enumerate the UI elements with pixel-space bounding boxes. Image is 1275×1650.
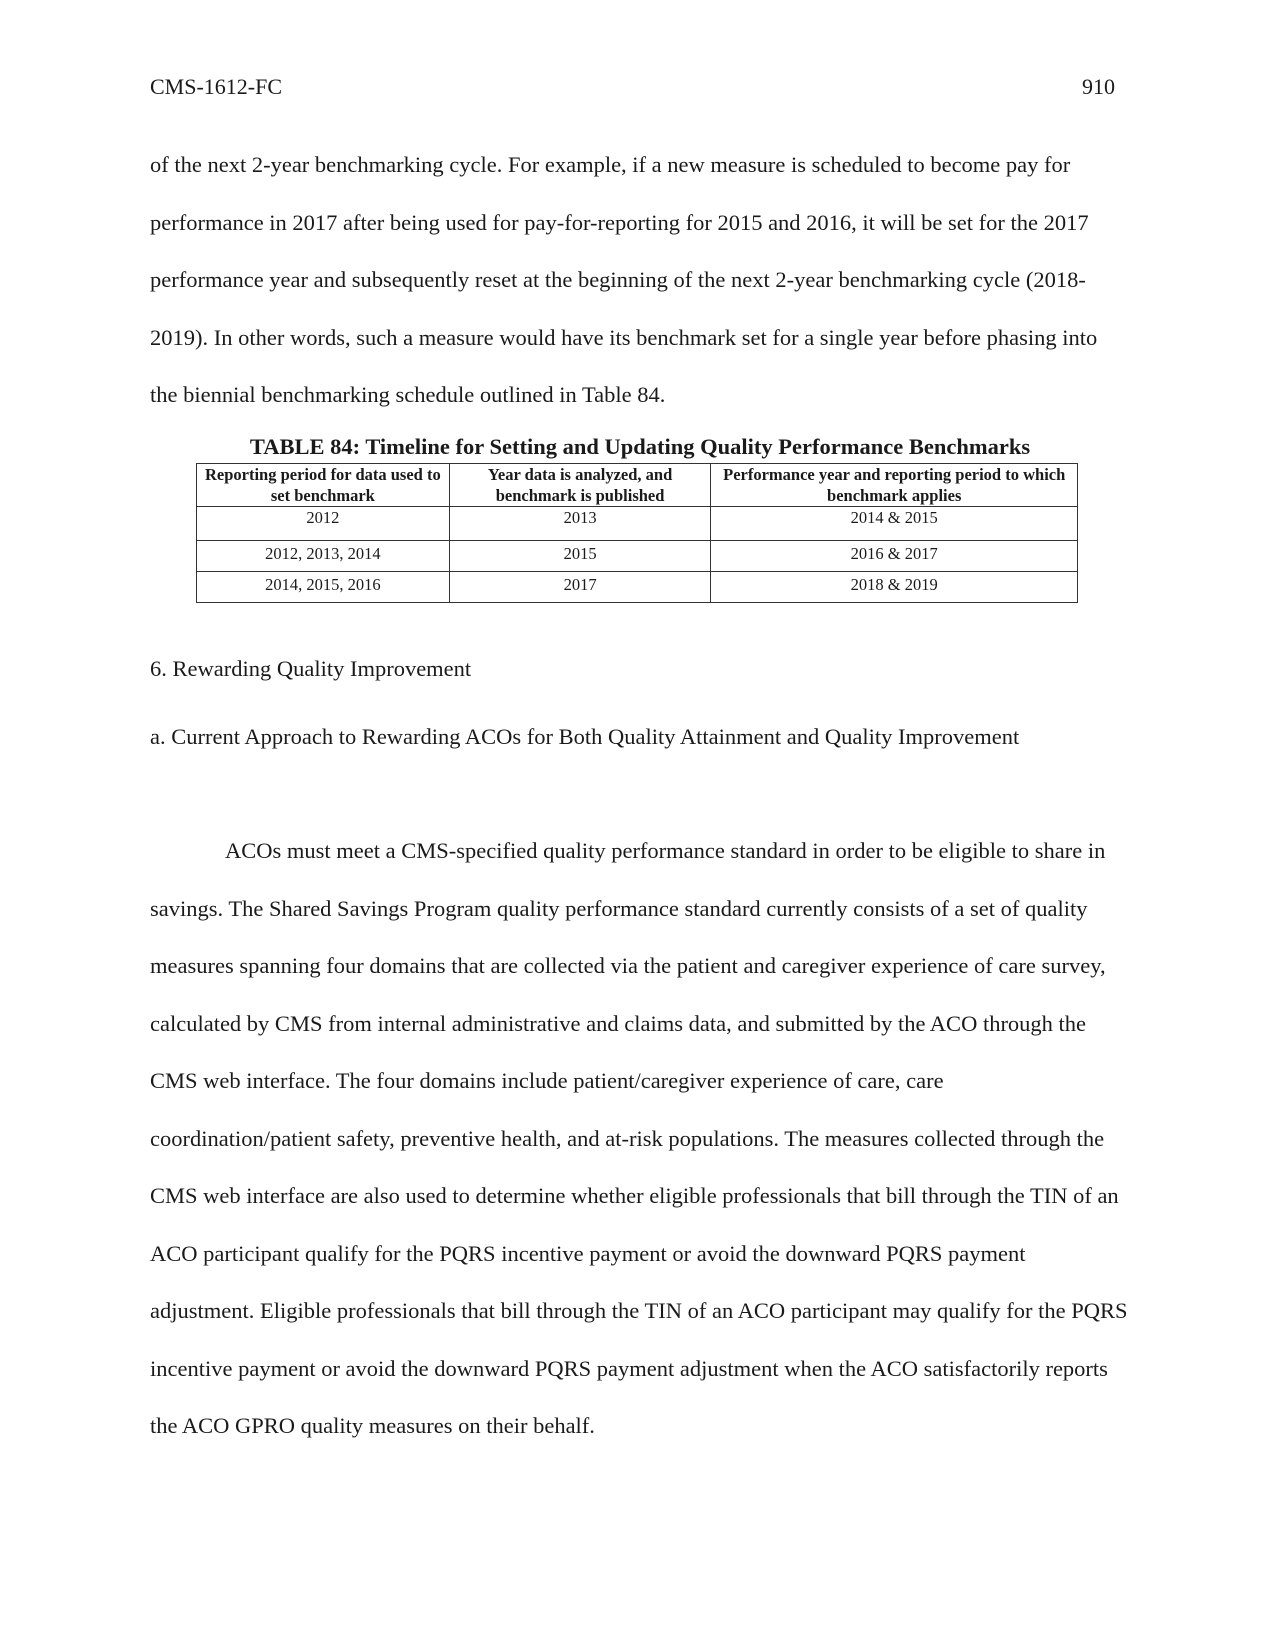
table-header-cell: Year data is analyzed, and benchmark is published — [449, 464, 711, 507]
subsection-heading: a. Current Approach to Rewarding ACOs for Both Quality Attainment and Quality Improvement — [150, 724, 1020, 749]
section-heading: 6. Rewarding Quality Improvement — [150, 656, 472, 681]
table-cell: 2014, 2015, 2016 — [197, 572, 450, 603]
benchmark-table — [196, 463, 1078, 603]
table-cell: 2017 — [449, 572, 711, 603]
page-number: 910 — [1082, 74, 1115, 99]
table-cell: 2015 — [449, 541, 711, 572]
table-row — [197, 541, 1078, 572]
table-cell: 2012, 2013, 2014 — [197, 541, 450, 572]
table-header-row — [197, 464, 1078, 507]
table-row — [197, 507, 1078, 541]
intro-paragraph: of the next 2-year benchmarking cycle. For example, if a new measure is scheduled to become pay for performance in 2017 after being used for pay-for-reporting for 2015 and 2016, it will be set for the 2017 performance year and subsequently reset at the beginning of the next 2-year benchmarking cycle (2018-2019). In other words, such a measure would have its benchmark set for a single year before phasing into the biennial benchmarking schedule outlined in Table 84. — [150, 152, 1098, 407]
table-caption: TABLE 84: Timeline for Setting and Updating Quality Performance Benchmarks — [249, 434, 1031, 459]
table-cell: 2013 — [449, 507, 711, 541]
document-id: CMS-1612-FC — [150, 74, 283, 99]
table-cell: 2018 & 2019 — [711, 572, 1078, 603]
table-cell: 2016 & 2017 — [711, 541, 1078, 572]
table-row — [197, 572, 1078, 603]
table-cell: 2012 — [197, 507, 450, 541]
table-header-cell: Reporting period for data used to set benchmark — [197, 464, 450, 507]
body-paragraph: ACOs must meet a CMS-specified quality performance standard in order to be eligible to share in savings. The Shared Savings Program quality performance standard currently consists of a set of quality measures spanning four domains that are collected via the patient and caregiver experience of care survey, calculated by CMS from internal administrative and claims data, and submitted by the ACO through the CMS web interface. The four domains include patient/caregiver experience of care, care coordination/patient safety, preventive health, and at-risk populations. The measures collected through the CMS web interface are also used to determine whether eligible professionals that bill through the TIN of an ACO participant qualify for the PQRS incentive payment or avoid the downward PQRS payment adjustment. Eligible professionals that bill through the TIN of an ACO participant may qualify for the PQRS incentive payment or avoid the downward PQRS payment adjustment when the ACO satisfactorily reports the ACO GPRO quality measures on their behalf. — [150, 838, 1128, 1438]
table-header-cell: Performance year and reporting period to which benchmark applies — [711, 464, 1078, 507]
table-cell: 2014 & 2015 — [711, 507, 1078, 541]
